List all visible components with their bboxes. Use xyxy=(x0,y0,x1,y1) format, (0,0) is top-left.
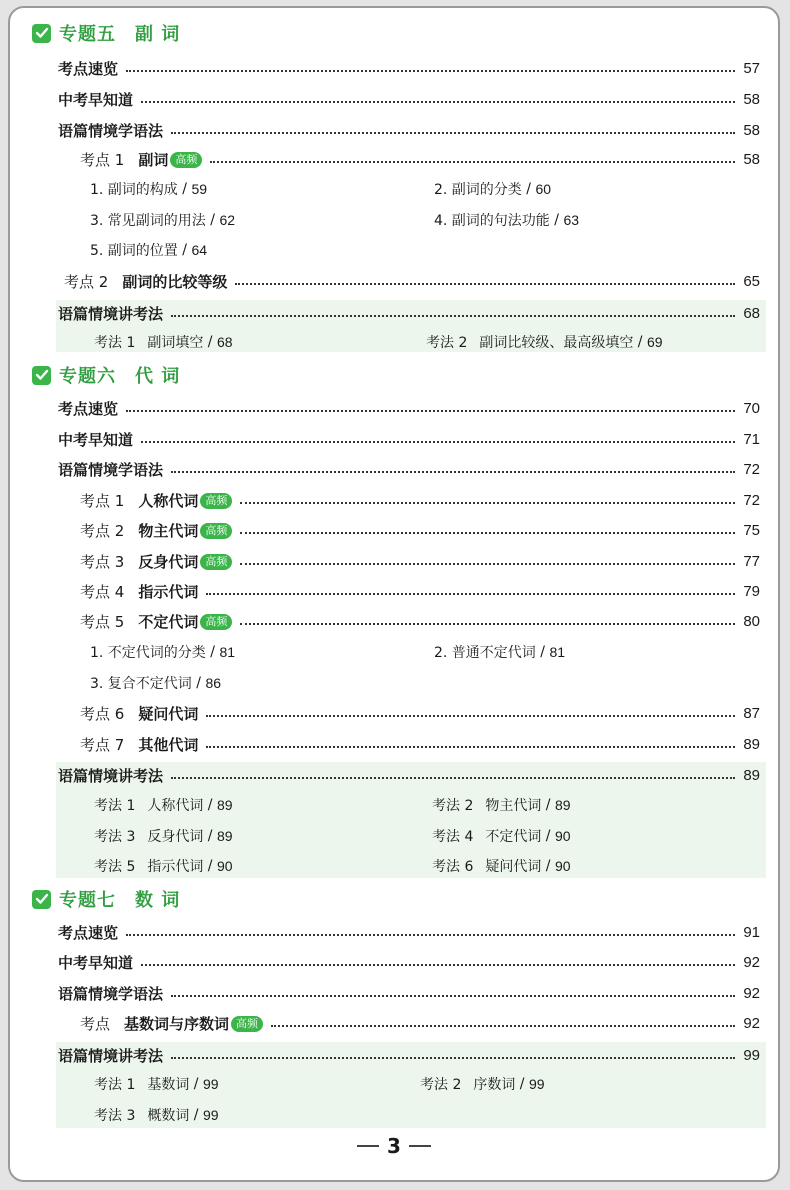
toc-entry-kaodian[interactable]: 考点 5 不定代词 高频 80 xyxy=(80,612,760,631)
entry-label: 中考早知道 xyxy=(58,90,134,109)
dot-leader xyxy=(206,715,735,717)
dot-leader xyxy=(141,441,735,443)
kaodian-number: 考点 1 xyxy=(80,150,125,169)
entry-label: 考点速览 xyxy=(58,59,119,78)
dot-leader xyxy=(126,934,735,936)
dot-leader xyxy=(141,964,735,966)
dot-leader xyxy=(171,777,735,779)
toc-entry-kaodian[interactable]: 考点 1 人称代词 高频 72 xyxy=(80,491,760,510)
entry-page: 68 xyxy=(743,304,760,322)
chapter-header-7[interactable] xyxy=(32,884,180,914)
high-frequency-badge: 高频 xyxy=(200,554,232,570)
high-frequency-badge: 高频 xyxy=(200,523,232,539)
toc-entry-kaodian[interactable] xyxy=(74,146,760,172)
sub-item[interactable]: 4. 副词的句法功能 / 63 xyxy=(434,212,580,229)
dot-leader xyxy=(240,563,735,565)
toc-entry-kaodian[interactable] xyxy=(58,268,760,294)
toc-entry-methods[interactable]: 语篇情境讲考法 89 xyxy=(58,766,760,785)
sub-item[interactable]: 3. 常见副词的用法 / 62 xyxy=(90,212,236,229)
sub-item[interactable]: 3. 复合不定代词 / 86 xyxy=(90,675,222,692)
toc-entry-overview[interactable]: 考点速览 70 xyxy=(58,399,760,418)
entry-label: 语篇情境学语法 xyxy=(58,121,164,140)
chapter-title: 专题七 数 词 xyxy=(59,890,181,911)
dot-leader xyxy=(206,746,735,748)
checkmark-icon xyxy=(32,24,51,43)
sub-item[interactable]: 2. 普通不定代词 / 81 xyxy=(434,644,566,661)
toc-entry-preview[interactable]: 中考早知道 71 xyxy=(58,430,760,449)
chapter-header-6[interactable] xyxy=(32,360,180,390)
kaodian-number: 考点 2 xyxy=(64,272,109,291)
entry-page: 58 xyxy=(743,121,760,139)
sub-item[interactable]: 1. 副词的构成 / 59 xyxy=(90,181,208,198)
method-item[interactable]: 考法 1 副词填空 / 68 xyxy=(94,334,233,351)
toc-entry-kaodian[interactable]: 考点 3 反身代词 高频 77 xyxy=(80,552,760,571)
dot-leader xyxy=(240,502,735,504)
dot-leader xyxy=(126,70,735,72)
toc-entry-kaodian[interactable]: 考点 基数词与序数词 高频 92 xyxy=(80,1014,760,1033)
dot-leader xyxy=(171,132,735,134)
high-frequency-badge: 高频 xyxy=(231,1016,263,1032)
toc-entry-kaodian[interactable]: 考点 4 指示代词 79 xyxy=(80,582,760,601)
method-item[interactable]: 考法 3 概数词 / 99 xyxy=(94,1107,219,1124)
toc-entry-kaodian[interactable]: 考点 7 其他代词 89 xyxy=(80,735,760,754)
toc-entry-overview[interactable]: 考点速览 91 xyxy=(58,923,760,942)
toc-entry-methods[interactable] xyxy=(58,300,760,326)
dot-leader xyxy=(206,593,735,595)
dot-leader xyxy=(210,161,735,163)
sub-item[interactable]: 5. 副词的位置 / 64 xyxy=(90,242,208,259)
dot-leader xyxy=(141,101,735,103)
dot-leader xyxy=(171,315,735,317)
dot-leader xyxy=(126,410,735,412)
toc-entry-preview[interactable]: 中考早知道 92 xyxy=(58,953,760,972)
checkmark-icon xyxy=(32,366,51,385)
entry-label: 语篇情境讲考法 xyxy=(58,304,164,323)
entry-page: 65 xyxy=(743,272,760,290)
dot-leader xyxy=(235,283,735,285)
footer-dash xyxy=(357,1145,379,1147)
contents-page xyxy=(8,6,780,1182)
method-item[interactable]: 考法 5 指示代词 / 90 xyxy=(94,858,233,875)
toc-entry-methods[interactable]: 语篇情境讲考法 99 xyxy=(58,1046,760,1065)
dot-leader xyxy=(171,995,735,997)
high-frequency-badge: 高频 xyxy=(200,493,232,509)
entry-page: 58 xyxy=(743,150,760,168)
chapter-title: 专题五 副 词 xyxy=(59,24,181,45)
method-item[interactable]: 考法 2 序数词 / 99 xyxy=(420,1076,545,1093)
method-item[interactable]: 考法 2 副词比较级、最高级填空 / 69 xyxy=(426,334,663,351)
dot-leader xyxy=(171,1057,735,1059)
method-item[interactable]: 考法 1 基数词 / 99 xyxy=(94,1076,219,1093)
toc-entry-grammar[interactable] xyxy=(58,117,760,143)
dot-leader xyxy=(240,532,735,534)
method-item[interactable]: 考法 2 物主代词 / 89 xyxy=(432,797,571,814)
sub-item[interactable]: 2. 副词的分类 / 60 xyxy=(434,181,552,198)
dot-leader xyxy=(171,471,735,473)
entry-label: 副词的比较等级 xyxy=(122,272,228,291)
page-number: 3 xyxy=(387,1134,401,1158)
toc-entry-overview[interactable] xyxy=(58,55,760,81)
dot-leader xyxy=(271,1025,735,1027)
entry-page: 57 xyxy=(743,59,760,77)
checkmark-icon xyxy=(32,890,51,909)
dot-leader xyxy=(240,623,735,625)
entry-page: 58 xyxy=(743,90,760,108)
footer-dash xyxy=(409,1145,431,1147)
toc-entry-kaodian[interactable]: 考点 2 物主代词 高频 75 xyxy=(80,521,760,540)
method-item[interactable]: 考法 3 反身代词 / 89 xyxy=(94,828,233,845)
page-footer xyxy=(10,1130,778,1162)
entry-label: 副词 xyxy=(138,150,169,169)
toc-entry-grammar[interactable]: 语篇情境学语法 92 xyxy=(58,984,760,1003)
high-frequency-badge: 高频 xyxy=(170,152,202,168)
toc-entry-kaodian[interactable]: 考点 6 疑问代词 87 xyxy=(80,704,760,723)
method-item[interactable]: 考法 4 不定代词 / 90 xyxy=(432,828,571,845)
high-frequency-badge: 高频 xyxy=(200,614,232,630)
sub-item[interactable]: 1. 不定代词的分类 / 81 xyxy=(90,644,236,661)
toc-entry-preview[interactable] xyxy=(58,86,760,112)
toc-entry-grammar[interactable]: 语篇情境学语法 72 xyxy=(58,460,760,479)
method-item[interactable]: 考法 1 人称代词 / 89 xyxy=(94,797,233,814)
method-item[interactable]: 考法 6 疑问代词 / 90 xyxy=(432,858,571,875)
chapter-title: 专题六 代 词 xyxy=(59,366,181,387)
chapter-header-5[interactable] xyxy=(32,18,180,48)
